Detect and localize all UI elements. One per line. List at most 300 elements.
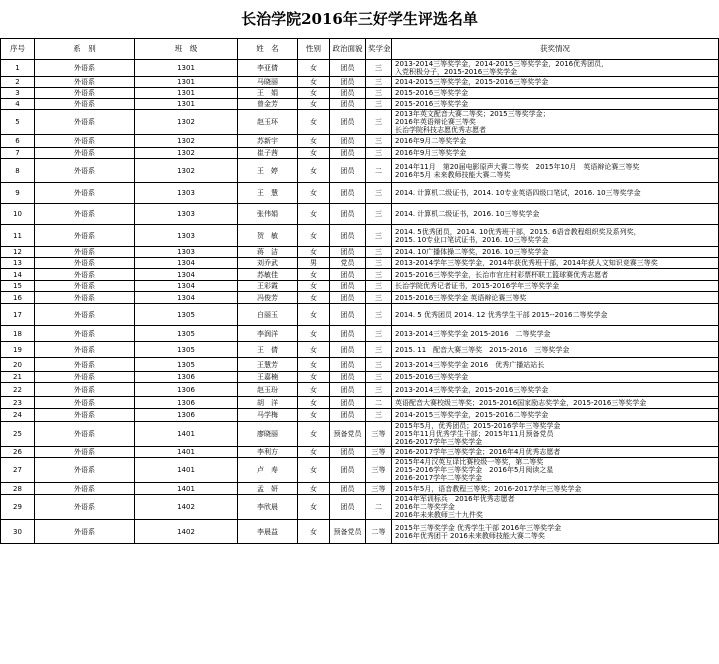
cell-class: 1305 <box>135 326 238 342</box>
cell-dept: 外语系 <box>35 458 135 483</box>
cell-class: 1402 <box>135 495 238 520</box>
award-line: 2014. 计算机二级证书，2014. 10专业英语四级口笔试，2016. 10三等奖学金 <box>395 189 641 197</box>
cell-awards <box>392 358 719 372</box>
cell-gender: 女 <box>298 397 330 409</box>
cell-dept: 外语系 <box>35 304 135 326</box>
cell-no: 2 <box>1 77 35 88</box>
cell-name: 崔子茜 <box>238 148 298 159</box>
cell-dept: 外语系 <box>35 204 135 225</box>
cell-class: 1303 <box>135 247 238 258</box>
cell-scholarship: 三 <box>366 372 392 383</box>
cell-no: 25 <box>1 422 35 447</box>
cell-name: 苏新宇 <box>238 135 298 148</box>
cell-political: 团员 <box>330 88 366 99</box>
cell-name: 苏敏佳 <box>238 269 298 281</box>
cell-dept: 外语系 <box>35 495 135 520</box>
award-line: 2015年4月汉英互译比赛校级一等奖，第二等奖 <box>395 458 544 466</box>
cell-awards <box>392 326 719 342</box>
cell-gender: 女 <box>298 383 330 397</box>
cell-name: 马学梅 <box>238 409 298 422</box>
cell-dept: 外语系 <box>35 258 135 269</box>
cell-no: 8 <box>1 159 35 183</box>
cell-scholarship: 三 <box>366 88 392 99</box>
cell-scholarship: 三 <box>366 409 392 422</box>
cell-class: 1302 <box>135 159 238 183</box>
cell-dept: 外语系 <box>35 281 135 292</box>
cell-class: 1306 <box>135 383 238 397</box>
cell-no: 18 <box>1 326 35 342</box>
table-row <box>1 422 719 447</box>
cell-name: 王 慧 <box>238 183 298 204</box>
cell-dept: 外语系 <box>35 247 135 258</box>
cell-class: 1303 <box>135 183 238 204</box>
table-row <box>1 204 719 225</box>
cell-gender: 女 <box>298 326 330 342</box>
cell-no: 13 <box>1 258 35 269</box>
cell-awards <box>392 77 719 88</box>
table-header-row <box>1 39 719 60</box>
cell-gender: 女 <box>298 204 330 225</box>
table-row <box>1 372 719 383</box>
cell-scholarship: 三 <box>366 383 392 397</box>
cell-scholarship: 三 <box>366 281 392 292</box>
cell-political: 团员 <box>330 281 366 292</box>
students-table <box>0 38 719 544</box>
cell-dept: 外语系 <box>35 447 135 458</box>
cell-scholarship: 三等 <box>366 447 392 458</box>
cell-no: 3 <box>1 88 35 99</box>
award-line: 2016年英语辩论赛三等奖 <box>395 118 476 126</box>
cell-no: 11 <box>1 225 35 247</box>
cell-name: 廖晓丽 <box>238 422 298 447</box>
cell-gender: 女 <box>298 409 330 422</box>
cell-dept: 外语系 <box>35 77 135 88</box>
award-line: 2015-2016三等奖学金 <box>395 89 469 97</box>
cell-gender: 女 <box>298 269 330 281</box>
cell-dept: 外语系 <box>35 159 135 183</box>
cell-political: 团员 <box>330 358 366 372</box>
cell-awards <box>392 60 719 77</box>
cell-political: 团员 <box>330 247 366 258</box>
cell-gender: 女 <box>298 483 330 495</box>
cell-name: 王 娟 <box>238 88 298 99</box>
cell-awards <box>392 422 719 447</box>
cell-class: 1304 <box>135 269 238 281</box>
header-name: 姓 名 <box>238 39 298 60</box>
award-line: 2016年9月二等奖学金 <box>395 137 467 145</box>
cell-name: 孟 妍 <box>238 483 298 495</box>
table-row <box>1 358 719 372</box>
table-row <box>1 183 719 204</box>
cell-awards <box>392 292 719 304</box>
table-row <box>1 148 719 159</box>
table-row <box>1 88 719 99</box>
cell-dept: 外语系 <box>35 225 135 247</box>
cell-class: 1401 <box>135 483 238 495</box>
cell-political: 团员 <box>330 326 366 342</box>
cell-dept: 外语系 <box>35 520 135 544</box>
cell-awards <box>392 483 719 495</box>
cell-scholarship: 三 <box>366 225 392 247</box>
cell-name: 贺 敏 <box>238 225 298 247</box>
cell-gender: 女 <box>298 99 330 110</box>
award-line: 2016-2017学年三等奖学金 <box>395 438 483 446</box>
cell-scholarship: 三 <box>366 110 392 135</box>
cell-name: 刘乔武 <box>238 258 298 269</box>
table-row <box>1 409 719 422</box>
cell-class: 1306 <box>135 397 238 409</box>
cell-political: 团员 <box>330 495 366 520</box>
cell-class: 1306 <box>135 409 238 422</box>
cell-political: 团员 <box>330 483 366 495</box>
award-line: 2014-2015三等奖学金，2015-2016三等奖学金 <box>395 78 549 86</box>
cell-political: 团员 <box>330 397 366 409</box>
award-line: 2015. 10专业口笔试证书，2016. 10三等奖学金 <box>395 235 549 244</box>
cell-name: 蒋 洁 <box>238 247 298 258</box>
cell-scholarship: 三 <box>366 342 392 358</box>
cell-gender: 女 <box>298 358 330 372</box>
cell-gender: 女 <box>298 88 330 99</box>
table-row <box>1 258 719 269</box>
table-row <box>1 77 719 88</box>
cell-gender: 女 <box>298 183 330 204</box>
cell-class: 1301 <box>135 77 238 88</box>
cell-gender: 女 <box>298 342 330 358</box>
header-dept: 系 别 <box>35 39 135 60</box>
cell-political: 团员 <box>330 183 366 204</box>
cell-dept: 外语系 <box>35 148 135 159</box>
cell-scholarship: 三 <box>366 77 392 88</box>
cell-class: 1304 <box>135 258 238 269</box>
table-row <box>1 99 719 110</box>
cell-class: 1305 <box>135 342 238 358</box>
award-line: 2015. 11 配音大赛三等奖 2015-2016 三等奖学金 <box>395 345 570 354</box>
table-row <box>1 60 719 77</box>
cell-scholarship: 三 <box>366 135 392 148</box>
cell-awards <box>392 183 719 204</box>
cell-class: 1304 <box>135 292 238 304</box>
cell-no: 10 <box>1 204 35 225</box>
cell-political: 党员 <box>330 258 366 269</box>
cell-class: 1305 <box>135 358 238 372</box>
cell-no: 26 <box>1 447 35 458</box>
award-line: 2016年未来教师三十九件奖 <box>395 511 483 519</box>
cell-class: 1303 <box>135 204 238 225</box>
cell-awards <box>392 225 719 247</box>
cell-no: 29 <box>1 495 35 520</box>
cell-no: 19 <box>1 342 35 358</box>
cell-political: 预备党员 <box>330 422 366 447</box>
award-line: 2015-2016三等奖学金 <box>395 100 469 108</box>
cell-no: 20 <box>1 358 35 372</box>
cell-dept: 外语系 <box>35 483 135 495</box>
cell-name: 王 倩 <box>238 342 298 358</box>
award-line: 2014年11月 第20届电影原声大赛二等奖 2015年10月 英语辩论赛三等奖 <box>395 162 640 171</box>
cell-dept: 外语系 <box>35 183 135 204</box>
header-awards: 获奖情况 <box>392 39 719 60</box>
table-row <box>1 110 719 135</box>
cell-scholarship: 三等 <box>366 422 392 447</box>
cell-class: 1301 <box>135 88 238 99</box>
award-line: 2016年二等奖学金 <box>395 503 455 511</box>
header-class: 班 级 <box>135 39 238 60</box>
award-line: 2013-2014三等奖学金，2014-2015三等奖学金，2016优秀团员， <box>395 60 609 68</box>
cell-gender: 女 <box>298 159 330 183</box>
table-body <box>1 60 719 544</box>
cell-class: 1303 <box>135 225 238 247</box>
cell-scholarship: 三 <box>366 258 392 269</box>
cell-no: 27 <box>1 458 35 483</box>
cell-no: 22 <box>1 383 35 397</box>
cell-name: 赵玉环 <box>238 110 298 135</box>
cell-gender: 女 <box>298 520 330 544</box>
award-line: 2013-2014三等奖学金，2015-2016三等奖学金 <box>395 385 549 394</box>
award-line: 2015年5月，优秀团员；2015-2016学年三等奖学金 <box>395 422 561 430</box>
cell-no: 1 <box>1 60 35 77</box>
table-row <box>1 159 719 183</box>
cell-scholarship: 三 <box>366 148 392 159</box>
cell-scholarship: 三 <box>366 204 392 225</box>
table-row <box>1 247 719 258</box>
cell-class: 1401 <box>135 458 238 483</box>
cell-awards <box>392 383 719 397</box>
cell-class: 1304 <box>135 281 238 292</box>
cell-political: 团员 <box>330 383 366 397</box>
cell-political: 团员 <box>330 225 366 247</box>
cell-gender: 女 <box>298 495 330 520</box>
award-line: 2016-2017学年三等奖学金；2016年4月优秀志愿者 <box>395 448 561 456</box>
award-line: 入党积极分子，2015-2016三等奖学金 <box>395 68 518 76</box>
award-line: 2016年5月 未来教师技能大赛二等奖 <box>395 170 511 179</box>
cell-political: 团员 <box>330 60 366 77</box>
cell-name: 胡 洋 <box>238 397 298 409</box>
cell-class: 1306 <box>135 372 238 383</box>
award-line: 2014. 计算机二级证书，2016. 10三等奖学金 <box>395 210 540 218</box>
cell-awards <box>392 204 719 225</box>
cell-class: 1401 <box>135 422 238 447</box>
cell-class: 1401 <box>135 447 238 458</box>
cell-political: 团员 <box>330 304 366 326</box>
cell-gender: 女 <box>298 292 330 304</box>
cell-political: 团员 <box>330 148 366 159</box>
cell-scholarship: 二 <box>366 495 392 520</box>
cell-dept: 外语系 <box>35 269 135 281</box>
header-no: 序号 <box>1 39 35 60</box>
cell-political: 团员 <box>330 99 366 110</box>
cell-political: 团员 <box>330 342 366 358</box>
cell-class: 1301 <box>135 99 238 110</box>
cell-no: 7 <box>1 148 35 159</box>
cell-gender: 女 <box>298 422 330 447</box>
cell-class: 1302 <box>135 148 238 159</box>
award-line: 英语配音大赛校级三等奖；2015-2016国家励志奖学金，2015-2016三等奖学金 <box>395 398 647 407</box>
cell-scholarship: 二 <box>366 159 392 183</box>
cell-gender: 女 <box>298 304 330 326</box>
cell-gender: 女 <box>298 77 330 88</box>
award-line: 2014. 5 优秀团员 2014. 12 优秀学生干部 2015--2016二等奖学金 <box>395 310 608 319</box>
cell-political: 团员 <box>330 458 366 483</box>
cell-scholarship: 三等 <box>366 483 392 495</box>
table-row <box>1 383 719 397</box>
cell-awards <box>392 269 719 281</box>
cell-dept: 外语系 <box>35 99 135 110</box>
cell-awards <box>392 304 719 326</box>
award-line: 2015年11月优秀学生干部；2015年11月预备党员 <box>395 430 554 438</box>
cell-awards <box>392 372 719 383</box>
cell-awards <box>392 258 719 269</box>
table-row <box>1 342 719 358</box>
cell-scholarship: 三 <box>366 60 392 77</box>
cell-gender: 女 <box>298 110 330 135</box>
cell-dept: 外语系 <box>35 60 135 77</box>
cell-no: 6 <box>1 135 35 148</box>
cell-name: 王 婷 <box>238 159 298 183</box>
cell-gender: 女 <box>298 135 330 148</box>
table-row <box>1 495 719 520</box>
table-row <box>1 447 719 458</box>
cell-scholarship: 三 <box>366 292 392 304</box>
cell-dept: 外语系 <box>35 397 135 409</box>
cell-awards <box>392 99 719 110</box>
award-line: 2013年英文配音大赛二等奖；2015三等奖学金； <box>395 110 550 118</box>
cell-gender: 女 <box>298 458 330 483</box>
cell-awards <box>392 409 719 422</box>
cell-dept: 外语系 <box>35 292 135 304</box>
cell-dept: 外语系 <box>35 342 135 358</box>
cell-gender: 女 <box>298 281 330 292</box>
cell-scholarship: 三 <box>366 99 392 110</box>
cell-political: 团员 <box>330 159 366 183</box>
cell-political: 团员 <box>330 204 366 225</box>
cell-no: 9 <box>1 183 35 204</box>
award-line: 2015-2016三等奖学金，长治市官庄村彩票杯联工篮球赛优秀志愿者 <box>395 270 609 279</box>
cell-awards <box>392 281 719 292</box>
award-line: 2015-2016三等奖学金 英语辩论赛三等奖 <box>395 293 527 302</box>
cell-dept: 外语系 <box>35 422 135 447</box>
cell-awards <box>392 247 719 258</box>
cell-awards <box>392 495 719 520</box>
award-line: 2014-2015三等奖学金，2015-2016二等奖学金 <box>395 411 549 419</box>
cell-no: 23 <box>1 397 35 409</box>
header-scholarship: 奖学金 <box>366 39 392 60</box>
cell-class: 1302 <box>135 135 238 148</box>
cell-awards <box>392 342 719 358</box>
cell-awards <box>392 458 719 483</box>
cell-name: 王嘉楠 <box>238 372 298 383</box>
award-line: 2016年优秀团干 2016未来教师技能大赛二等奖 <box>395 531 545 540</box>
cell-name: 马晓丽 <box>238 77 298 88</box>
award-line: 2014年军训标兵 2016年优秀志愿者 <box>395 495 515 503</box>
cell-gender: 女 <box>298 148 330 159</box>
cell-name: 李亚倩 <box>238 60 298 77</box>
cell-gender: 女 <box>298 225 330 247</box>
table-row <box>1 225 719 247</box>
cell-name: 李欣晨 <box>238 495 298 520</box>
cell-name: 冯俊芳 <box>238 292 298 304</box>
cell-name: 白丽玉 <box>238 304 298 326</box>
cell-dept: 外语系 <box>35 326 135 342</box>
award-line: 2016-2017学年二等奖学金 <box>395 474 483 482</box>
cell-political: 团员 <box>330 409 366 422</box>
header-political: 政治面貌 <box>330 39 366 60</box>
cell-no: 14 <box>1 269 35 281</box>
table-row <box>1 483 719 495</box>
cell-name: 张伟娟 <box>238 204 298 225</box>
award-line: 2013-2014三等奖学金 2015-2016 二等奖学金 <box>395 329 551 338</box>
table-row <box>1 520 719 544</box>
cell-dept: 外语系 <box>35 409 135 422</box>
cell-gender: 男 <box>298 258 330 269</box>
award-line: 2015-2016三等奖学金 <box>395 373 469 381</box>
cell-dept: 外语系 <box>35 88 135 99</box>
cell-awards <box>392 159 719 183</box>
award-line: 2014. 10广播体操二等奖，2016. 10三等奖学金 <box>395 248 549 256</box>
cell-political: 团员 <box>330 292 366 304</box>
cell-gender: 女 <box>298 247 330 258</box>
cell-scholarship: 二等 <box>366 520 392 544</box>
award-line: 2015-2016学年三等奖学金 2016年5月阅读之星 <box>395 466 554 474</box>
cell-class: 1305 <box>135 304 238 326</box>
cell-gender: 女 <box>298 372 330 383</box>
cell-no: 15 <box>1 281 35 292</box>
cell-scholarship: 三 <box>366 183 392 204</box>
award-line: 长治学院科技志愿优秀志愿者 <box>395 126 486 134</box>
cell-name: 曾金芳 <box>238 99 298 110</box>
cell-political: 团员 <box>330 447 366 458</box>
cell-gender: 女 <box>298 447 330 458</box>
cell-scholarship: 三 <box>366 269 392 281</box>
table-row <box>1 292 719 304</box>
table-row <box>1 458 719 483</box>
cell-class: 1301 <box>135 60 238 77</box>
award-line: 2013-2014三等奖学金 2016 优秀广播站站长 <box>395 360 545 369</box>
cell-awards <box>392 110 719 135</box>
cell-dept: 外语系 <box>35 358 135 372</box>
table-row <box>1 135 719 148</box>
table-row <box>1 397 719 409</box>
award-line: 2013-2014学年三等奖学金，2014年获优秀班干部，2014年获人文知识竞赛三等奖 <box>395 259 658 267</box>
cell-scholarship: 三 <box>366 326 392 342</box>
cell-name: 李润洋 <box>238 326 298 342</box>
cell-awards <box>392 135 719 148</box>
cell-name: 王彩霞 <box>238 281 298 292</box>
cell-scholarship: 三 <box>366 247 392 258</box>
header-gender: 性别 <box>298 39 330 60</box>
cell-awards <box>392 397 719 409</box>
cell-gender: 女 <box>298 60 330 77</box>
cell-political: 团员 <box>330 135 366 148</box>
cell-dept: 外语系 <box>35 135 135 148</box>
cell-no: 5 <box>1 110 35 135</box>
cell-no: 30 <box>1 520 35 544</box>
cell-political: 团员 <box>330 372 366 383</box>
cell-political: 团员 <box>330 77 366 88</box>
award-line: 2014. 5优秀团员，2014. 10优秀班干部，2015. 6语音教程组织奖及系列奖， <box>395 227 641 236</box>
cell-awards <box>392 148 719 159</box>
cell-scholarship: 二 <box>366 397 392 409</box>
cell-scholarship: 三 <box>366 304 392 326</box>
cell-no: 17 <box>1 304 35 326</box>
cell-no: 12 <box>1 247 35 258</box>
cell-political: 预备党员 <box>330 520 366 544</box>
cell-name: 卢 寿 <box>238 458 298 483</box>
table-row <box>1 326 719 342</box>
cell-scholarship: 三 <box>366 358 392 372</box>
award-line: 2015年5月，语音教程三等奖；2016-2017学年三等奖学金 <box>395 484 582 493</box>
cell-no: 16 <box>1 292 35 304</box>
cell-awards <box>392 88 719 99</box>
cell-political: 团员 <box>330 269 366 281</box>
